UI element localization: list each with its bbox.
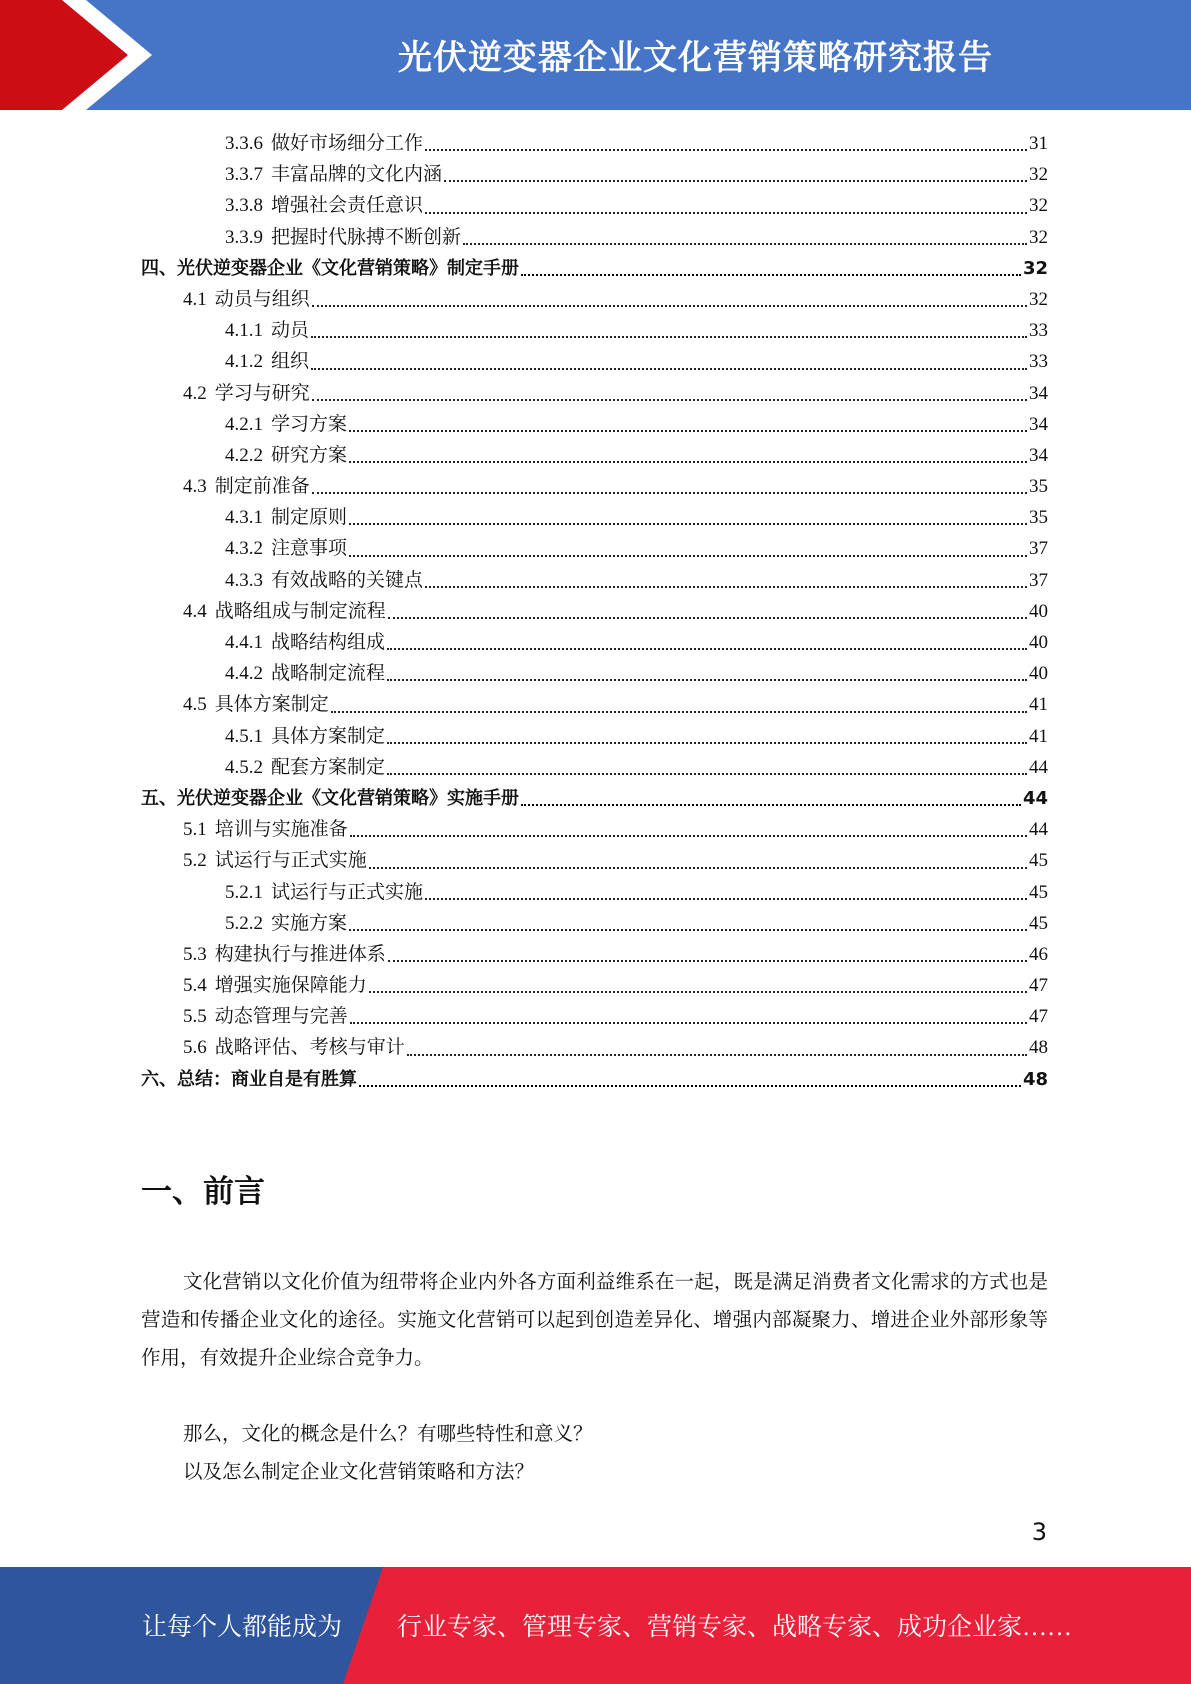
toc-entry-number: 4.1.2 — [225, 351, 263, 373]
toc-leader-dots — [521, 274, 1021, 276]
toc-entry-number: 4.4 — [183, 600, 207, 622]
toc-entry-number: 5.1 — [183, 819, 207, 841]
footer-slogan-left: 让每个人都能成为 — [142, 1614, 343, 1641]
toc-entry-page: 32 — [1029, 195, 1048, 217]
toc-entry-number: 4.5.2 — [225, 756, 263, 778]
toc-entry[interactable] — [141, 565, 1048, 596]
toc-entry-title: 学习与研究 — [214, 382, 310, 404]
toc-leader-dots — [463, 243, 1027, 245]
toc-entry-page: 44 — [1029, 756, 1048, 778]
toc-entry-page: 48 — [1022, 1068, 1048, 1090]
toc-leader-dots — [312, 492, 1027, 494]
toc-entry-title: 注意事项 — [271, 538, 348, 560]
toc-leader-dots — [387, 679, 1027, 681]
toc-entry[interactable] — [141, 440, 1048, 471]
toc-entry-page: 44 — [1022, 787, 1048, 809]
toc-entry-number: 4.3 — [183, 476, 207, 498]
toc-entry[interactable] — [141, 877, 1048, 908]
toc-entry-title: 六、总结：商业自是有胜算 — [141, 1068, 357, 1090]
toc-leader-dots — [349, 523, 1027, 525]
toc-leader-dots — [312, 399, 1027, 401]
toc-entry-number: 5.4 — [183, 975, 207, 997]
toc-entry-page: 40 — [1029, 600, 1048, 622]
toc-entry-page: 45 — [1029, 850, 1048, 872]
toc-entry-title: 实施方案 — [271, 912, 348, 934]
toc-entry-page: 33 — [1029, 320, 1048, 342]
toc-entry-number: 4.1 — [183, 288, 207, 310]
toc-leader-dots — [349, 929, 1027, 931]
toc-entry[interactable] — [141, 1064, 1048, 1095]
toc-entry[interactable] — [141, 471, 1048, 502]
toc-entry-page: 34 — [1029, 413, 1048, 435]
toc-entry-number: 4.3.2 — [225, 538, 263, 560]
toc-entry-title: 具体方案制定 — [214, 694, 329, 716]
toc-entry-page: 31 — [1029, 133, 1048, 154]
toc-entry[interactable] — [141, 284, 1048, 315]
toc-leader-dots — [369, 991, 1027, 993]
toc-entry-title: 丰富品牌的文化内涵 — [271, 164, 443, 186]
toc-leader-dots — [349, 555, 1027, 557]
toc-entry-number: 3.3.7 — [225, 164, 263, 186]
toc-entry-page: 41 — [1029, 694, 1048, 716]
toc-entry-number: 5.6 — [183, 1037, 207, 1059]
toc-entry[interactable] — [141, 409, 1048, 440]
toc-entry-page: 37 — [1029, 569, 1048, 591]
toc-leader-dots — [359, 1085, 1021, 1087]
toc-entry[interactable] — [141, 159, 1048, 190]
toc-entry[interactable] — [141, 939, 1048, 970]
toc-entry-title: 组织 — [271, 351, 310, 373]
toc-entry-title: 战略制定流程 — [271, 663, 386, 685]
toc-entry-number: 4.2 — [183, 382, 207, 404]
toc-entry-page: 46 — [1029, 943, 1048, 965]
toc-leader-dots — [425, 586, 1027, 588]
toc-entry-title: 四、光伏逆变器企业《文化营销策略》制定手册 — [141, 257, 519, 279]
question-line-2: 以及怎么制定企业文化营销策略和方法？ — [183, 1462, 535, 1483]
toc-entry-page: 32 — [1029, 226, 1048, 248]
toc-entry-number: 5.2.1 — [225, 881, 263, 903]
toc-leader-dots — [387, 773, 1027, 775]
toc-entry-title: 试运行与正式实施 — [214, 850, 367, 872]
toc-entry-number: 4.3.3 — [225, 569, 263, 591]
toc-entry-page: 37 — [1029, 538, 1048, 560]
toc-entry-title: 制定原则 — [271, 507, 348, 529]
toc-entry-title: 战略组成与制定流程 — [214, 600, 386, 622]
toc-entry-number: 4.5.1 — [225, 725, 263, 747]
toc-entry-number: 4.1.1 — [225, 320, 263, 342]
toc-entry-number: 4.2.2 — [225, 444, 263, 466]
toc-leader-dots — [425, 149, 1027, 151]
toc-entry-page: 35 — [1029, 476, 1048, 498]
page-number: 3 — [1031, 1518, 1047, 1546]
header-title: 光伏逆变器企业文化营销策略研究报告 — [398, 38, 993, 78]
toc-leader-dots — [387, 648, 1027, 650]
footer-slogan-right: 行业专家、管理专家、营销专家、战略专家、成功企业家…… — [397, 1614, 1073, 1641]
toc-entry-number: 5.2.2 — [225, 912, 263, 934]
toc-entry[interactable] — [141, 378, 1048, 409]
toc-entry-title: 构建执行与推进体系 — [214, 943, 386, 965]
toc-entry[interactable] — [141, 845, 1048, 876]
toc-entry[interactable] — [141, 346, 1048, 377]
toc-entry-title: 研究方案 — [271, 444, 348, 466]
toc-entry[interactable] — [141, 222, 1048, 253]
toc-entry-page: 44 — [1029, 819, 1048, 841]
toc-entry[interactable] — [141, 783, 1048, 814]
toc-entry-page: 47 — [1029, 975, 1048, 997]
toc-entry-title: 增强社会责任意识 — [271, 195, 424, 217]
toc-leader-dots — [331, 711, 1027, 713]
toc-entry-page: 48 — [1029, 1037, 1048, 1059]
toc-leader-dots — [312, 305, 1027, 307]
toc-entry-page: 45 — [1029, 881, 1048, 903]
toc-entry-number: 4.5 — [183, 694, 207, 716]
toc-entry[interactable] — [141, 596, 1048, 627]
toc-entry-page: 40 — [1029, 663, 1048, 685]
toc-entry[interactable] — [141, 658, 1048, 689]
toc-entry-page: 40 — [1029, 632, 1048, 653]
toc-leader-dots — [388, 617, 1027, 619]
toc-entry-number: 5.3 — [183, 943, 207, 965]
toc-leader-dots — [311, 368, 1027, 370]
toc-entry-number: 4.4.1 — [225, 632, 263, 653]
section-heading: 一、前言 — [141, 1174, 265, 1210]
toc-entry-number: 4.4.2 — [225, 663, 263, 685]
toc-entry-title: 配套方案制定 — [271, 756, 386, 778]
toc-entry-page: 32 — [1029, 288, 1048, 310]
toc-entry-page: 35 — [1029, 507, 1048, 529]
toc-entry-title: 学习方案 — [271, 413, 348, 435]
toc-entry-title: 增强实施保障能力 — [214, 975, 367, 997]
toc-entry-title: 具体方案制定 — [271, 725, 386, 747]
toc-entry-number: 4.3.1 — [225, 507, 263, 529]
toc-entry-title: 做好市场细分工作 — [271, 133, 424, 154]
toc-entry[interactable] — [141, 1001, 1048, 1032]
toc-entry-number: 3.3.6 — [225, 133, 263, 154]
toc-entry-number: 4.2.1 — [225, 413, 263, 435]
toc-entry-title: 培训与实施准备 — [214, 819, 348, 841]
toc-entry[interactable] — [141, 315, 1048, 346]
toc-entry-title: 动员 — [271, 320, 310, 342]
page-footer — [0, 1567, 1191, 1684]
toc-entry[interactable] — [141, 721, 1048, 752]
toc-leader-dots — [521, 804, 1021, 806]
toc-leader-dots — [407, 1054, 1027, 1056]
toc-leader-dots — [425, 212, 1027, 214]
toc-entry[interactable] — [141, 970, 1048, 1001]
toc-entry[interactable] — [141, 814, 1048, 845]
toc-entry-title: 试运行与正式实施 — [271, 881, 424, 903]
toc-entry[interactable] — [141, 533, 1048, 564]
toc-entry-title: 动态管理与完善 — [214, 1006, 348, 1028]
toc-entry-page: 33 — [1029, 351, 1048, 373]
toc-leader-dots — [369, 867, 1027, 869]
toc-leader-dots — [349, 430, 1027, 432]
toc-entry[interactable] — [141, 128, 1048, 159]
toc-leader-dots — [425, 898, 1027, 900]
toc-leader-dots — [387, 742, 1027, 744]
toc-entry-number: 5.2 — [183, 850, 207, 872]
toc-entry-page: 32 — [1029, 164, 1048, 186]
toc-entry[interactable] — [141, 253, 1048, 284]
toc-entry[interactable] — [141, 752, 1048, 783]
toc-entry-title: 制定前准备 — [214, 476, 310, 498]
question-line-1: 那么，文化的概念是什么？有哪些特性和意义？ — [183, 1424, 593, 1445]
toc-entry-page: 34 — [1029, 444, 1048, 466]
toc-entry-page: 41 — [1029, 725, 1048, 747]
toc-entry[interactable] — [141, 502, 1048, 533]
toc-entry[interactable] — [141, 190, 1048, 221]
toc-entry-title: 有效战略的关键点 — [271, 569, 424, 591]
table-of-contents — [141, 128, 1048, 1095]
toc-entry-number: 5.5 — [183, 1006, 207, 1028]
toc-leader-dots — [350, 1022, 1027, 1024]
toc-entry[interactable] — [141, 1032, 1048, 1063]
toc-entry-number: 3.3.9 — [225, 226, 263, 248]
toc-entry-page: 45 — [1029, 912, 1048, 934]
toc-entry[interactable] — [141, 627, 1048, 658]
toc-entry-number: 3.3.8 — [225, 195, 263, 217]
toc-leader-dots — [350, 835, 1027, 837]
toc-entry-title: 把握时代脉搏不断创新 — [271, 226, 462, 248]
toc-entry[interactable] — [141, 908, 1048, 939]
toc-entry-title: 动员与组织 — [214, 288, 310, 310]
toc-leader-dots — [444, 180, 1027, 182]
toc-leader-dots — [388, 960, 1027, 962]
toc-entry-page: 32 — [1022, 257, 1048, 279]
toc-leader-dots — [311, 336, 1027, 338]
page-header — [0, 0, 1191, 110]
toc-entry[interactable] — [141, 689, 1048, 720]
intro-paragraph: 文化营销以文化价值为纽带将企业内外各方面利益维系在一起，既是满足消费者文化需求的方式也是营造和传播企业文化的途径。实施文化营销可以起到创造差异化、增强内部凝聚力、增进企业外部形象等作用，有效提升企业综合竞争力。 — [141, 1272, 1048, 1369]
toc-entry-title: 五、光伏逆变器企业《文化营销策略》实施手册 — [141, 787, 519, 809]
toc-entry-title: 战略结构组成 — [271, 632, 386, 653]
toc-entry-page: 47 — [1029, 1006, 1048, 1028]
toc-leader-dots — [349, 461, 1027, 463]
toc-entry-title: 战略评估、考核与审计 — [214, 1037, 405, 1059]
toc-entry-page: 34 — [1029, 382, 1048, 404]
